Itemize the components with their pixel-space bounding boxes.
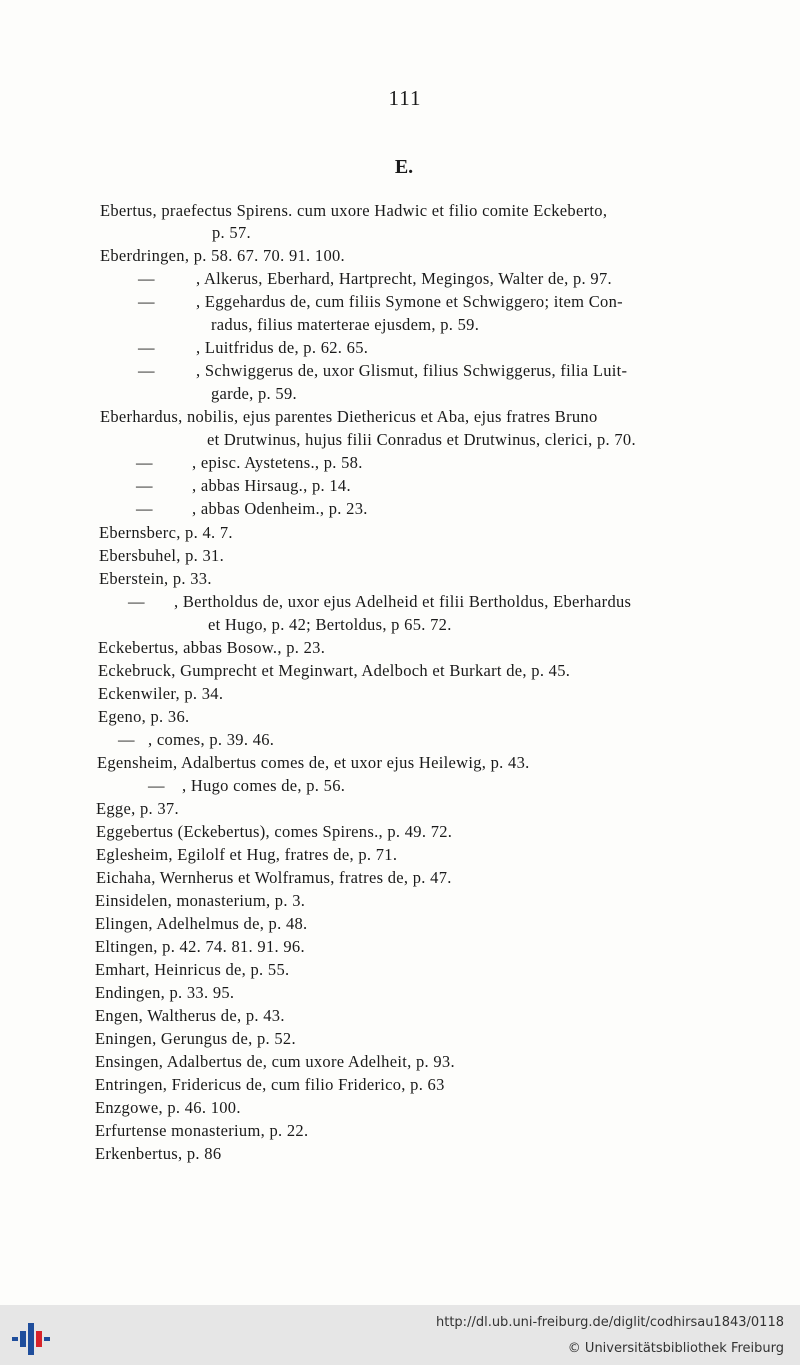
ditto-dash: — bbox=[148, 776, 165, 795]
index-entry: Eberhardus, nobilis, ejus parentes Diethericus et Aba, ejus fratres Bruno bbox=[100, 407, 598, 426]
index-entry: Eggebertus (Eckebertus), comes Spirens., p. 49. 72. bbox=[96, 822, 453, 841]
index-entry-continuation: et Drutwinus, hujus filii Conradus et Drutwinus, clerici, p. 70. bbox=[207, 430, 636, 449]
index-entry: Eckebruck, Gumprecht et Meginwart, Adelboch et Burkart de, p. 45. bbox=[98, 661, 571, 680]
index-entry: Eltingen, p. 42. 74. 81. 91. 96. bbox=[95, 937, 305, 956]
index-subentry: — , Schwiggerus de, uxor Glismut, filius Schwiggerus, filia Luit- bbox=[138, 361, 628, 380]
ub-freiburg-logo-icon bbox=[10, 1317, 52, 1359]
index-subentry: — , Bertholdus de, uxor ejus Adelheid et filii Bertholdus, Eberhardus bbox=[128, 592, 632, 611]
index-entry: Ebernsberc, p. 4. 7. bbox=[99, 523, 233, 542]
index-subentry: — , Alkerus, Eberhard, Hartprecht, Megingos, Walter de, p. 97. bbox=[138, 269, 612, 288]
viewer-footer bbox=[0, 1305, 800, 1365]
index-subentry: — , Luitfridus de, p. 62. 65. bbox=[138, 338, 369, 357]
index-subentry: — , Hugo comes de, p. 56. bbox=[148, 776, 346, 795]
index-entry: Enzgowe, p. 46. 100. bbox=[95, 1098, 241, 1117]
index-entry: Eglesheim, Egilolf et Hug, fratres de, p. 71. bbox=[96, 845, 398, 864]
index-entry-continuation: et Hugo, p. 42; Bertoldus, p 65. 72. bbox=[208, 615, 452, 634]
index-subentry: — , abbas Hirsaug., p. 14. bbox=[136, 476, 351, 495]
index-entry: Eckenwiler, p. 34. bbox=[98, 684, 224, 703]
index-entry: Eckebertus, abbas Bosow., p. 23. bbox=[98, 638, 326, 657]
ditto-dash: — bbox=[136, 453, 153, 472]
index-entry: Entringen, Fridericus de, cum filio Friderico, p. 63 bbox=[95, 1075, 445, 1094]
ditto-dash: — bbox=[138, 361, 155, 380]
ditto-dash: — bbox=[138, 269, 155, 288]
ditto-dash: — bbox=[136, 476, 153, 495]
index-entry-continuation: p. 57. bbox=[212, 223, 251, 242]
ditto-dash: — bbox=[136, 499, 153, 518]
ditto-dash: — bbox=[118, 730, 135, 749]
ditto-dash: — bbox=[138, 338, 155, 357]
index-entry: Emhart, Heinricus de, p. 55. bbox=[95, 960, 290, 979]
index-subentry: — , comes, p. 39. 46. bbox=[118, 730, 275, 749]
index-subentry: — , Eggehardus de, cum filiis Symone et Schwiggero; item Con- bbox=[138, 292, 623, 311]
index-entry: Erkenbertus, p. 86 bbox=[95, 1144, 222, 1163]
index-entry: Eberstein, p. 33. bbox=[99, 569, 212, 588]
index-entry: Eningen, Gerungus de, p. 52. bbox=[95, 1029, 296, 1048]
copyright-text: © Universitätsbibliothek Freiburg bbox=[567, 1341, 784, 1356]
page-number: 111 bbox=[388, 86, 422, 110]
index-entry: Eichaha, Wernherus et Wolframus, fratres de, p. 47. bbox=[96, 868, 452, 887]
ditto-dash: — bbox=[128, 592, 145, 611]
index-subentry: — , episc. Aystetens., p. 58. bbox=[136, 453, 363, 472]
index-entry: Ebersbuhel, p. 31. bbox=[99, 546, 225, 565]
index-entry-continuation: radus, filius materterae ejusdem, p. 59. bbox=[211, 315, 480, 334]
index-entry: Egeno, p. 36. bbox=[98, 707, 190, 726]
index-entry: Einsidelen, monasterium, p. 3. bbox=[95, 891, 306, 910]
index-entry: Erfurtense monasterium, p. 22. bbox=[95, 1121, 309, 1140]
index-entry: Eberdringen, p. 58. 67. 70. 91. 100. bbox=[100, 246, 345, 265]
index-entry: Elingen, Adelhelmus de, p. 48. bbox=[95, 914, 308, 933]
ditto-dash: — bbox=[138, 292, 155, 311]
index-entry: Ebertus, praefectus Spirens. cum uxore Hadwic et filio comite Eckeberto, bbox=[100, 201, 608, 220]
index-entry: Egge, p. 37. bbox=[96, 799, 179, 818]
index-entry: Egensheim, Adalbertus comes de, et uxor ejus Heilewig, p. 43. bbox=[97, 753, 530, 772]
permalink-url[interactable]: http://dl.ub.uni-freiburg.de/diglit/codhirsau1843/0118 bbox=[436, 1315, 784, 1330]
index-entry: Engen, Waltherus de, p. 43. bbox=[95, 1006, 285, 1025]
index-entry: Ensingen, Adalbertus de, cum uxore Adelheit, p. 93. bbox=[95, 1052, 455, 1071]
section-heading: E. bbox=[394, 156, 414, 178]
index-subentry: — , abbas Odenheim., p. 23. bbox=[136, 499, 368, 518]
index-entry-continuation: garde, p. 59. bbox=[211, 384, 297, 403]
index-entry: Endingen, p. 33. 95. bbox=[95, 983, 235, 1002]
